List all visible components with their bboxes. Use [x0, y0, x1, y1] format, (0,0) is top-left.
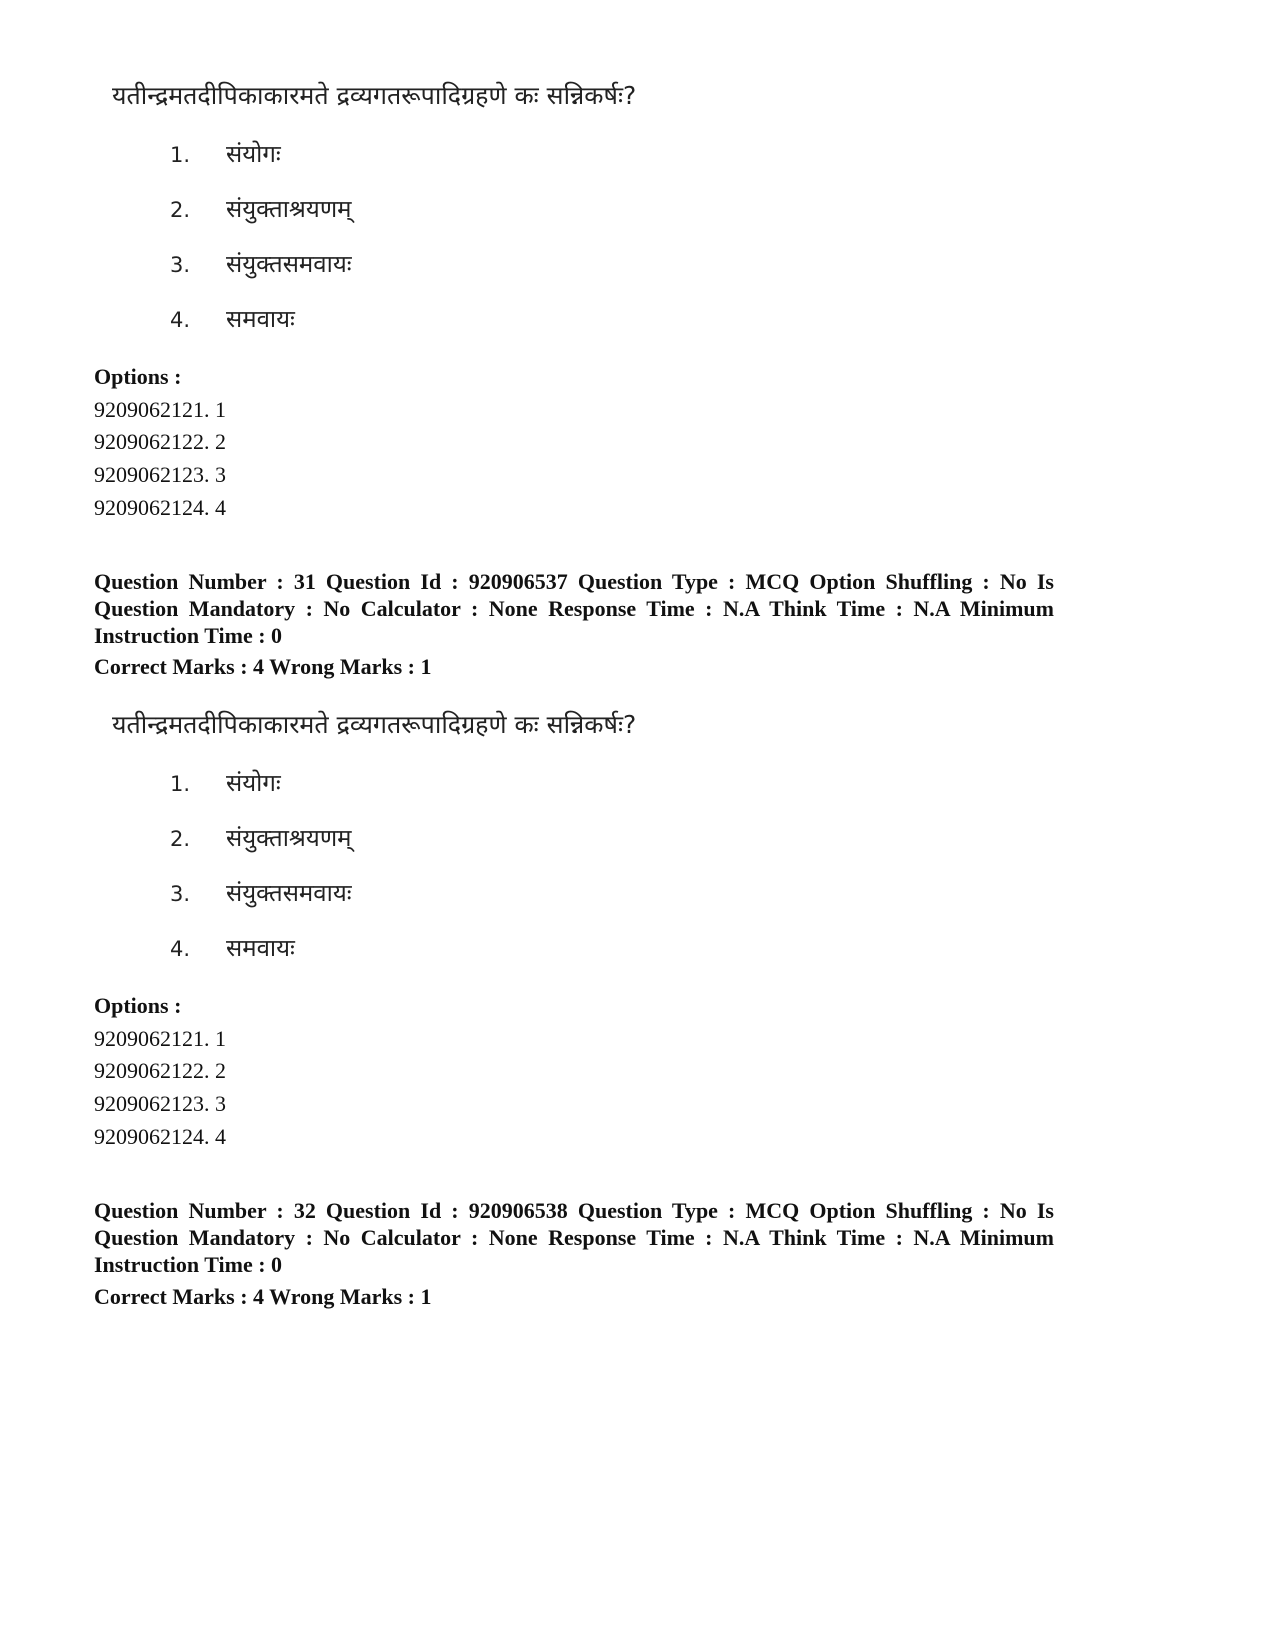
options-label: Options :: [94, 993, 182, 1018]
question-text: यतीन्द्रमतदीपिकाकारमते द्रव्यगतरूपादिग्रहणे कः सन्निकर्षः?: [112, 710, 637, 739]
option-line: 9209062121. 1: [94, 1026, 226, 1051]
choice-text: संयुक्तसमवायः: [226, 879, 352, 907]
option-line: 9209062124. 4: [94, 1124, 226, 1149]
choice-item: [170, 766, 281, 800]
question-image: [0, 78, 1275, 348]
question-text: यतीन्द्रमतदीपिकाकारमते द्रव्यगतरूपादिग्रहणे कः सन्निकर्षः?: [112, 81, 637, 110]
question-image: [0, 707, 1275, 977]
option-line: 9209062123. 3: [94, 462, 226, 487]
option-line: 9209062124. 4: [94, 495, 226, 520]
choice-number: 1.: [170, 772, 191, 796]
choice-number: 3.: [170, 253, 191, 277]
choice-number: 3.: [170, 882, 191, 906]
choice-text: संयुक्ताश्रयणम्: [226, 824, 352, 852]
choice-number: 4.: [170, 937, 191, 961]
options-label: Options :: [94, 364, 182, 389]
option-line: 9209062121. 1: [94, 397, 226, 422]
question-meta: Question Number : 31 Question Id : 920906537 Question Type : MCQ Option Shuffling : No Is Question Mandatory : No Calculator : None Response Time : N.A Think Time : N.A Minimum Instruction Time : 0: [94, 569, 1054, 648]
choice-item: [170, 876, 352, 910]
choice-text: समवायः: [226, 305, 295, 333]
choice-item: [170, 192, 352, 226]
choice-item: [170, 247, 352, 281]
question-meta: Question Number : 32 Question Id : 920906538 Question Type : MCQ Option Shuffling : No Is Question Mandatory : No Calculator : None Response Time : N.A Think Time : N.A Minimum Instruction Time : 0: [94, 1198, 1054, 1277]
choice-text: संयोगः: [226, 140, 281, 168]
choice-item: [170, 931, 295, 965]
option-line: 9209062122. 2: [94, 429, 226, 454]
choice-number: 1.: [170, 143, 191, 167]
choice-item: [170, 137, 281, 171]
option-line: 9209062122. 2: [94, 1058, 226, 1083]
choice-number: 2.: [170, 827, 191, 851]
question-marks: Correct Marks : 4 Wrong Marks : 1: [94, 1284, 432, 1309]
choice-text: संयुक्तसमवायः: [226, 250, 352, 278]
choice-text: समवायः: [226, 934, 295, 962]
option-line: 9209062123. 3: [94, 1091, 226, 1116]
choice-text: संयोगः: [226, 769, 281, 797]
question-marks: Correct Marks : 4 Wrong Marks : 1: [94, 654, 432, 679]
choice-text: संयुक्ताश्रयणम्: [226, 195, 352, 223]
choice-item: [170, 302, 295, 336]
choice-number: 2.: [170, 198, 191, 222]
choice-item: [170, 821, 352, 855]
choice-number: 4.: [170, 308, 191, 332]
